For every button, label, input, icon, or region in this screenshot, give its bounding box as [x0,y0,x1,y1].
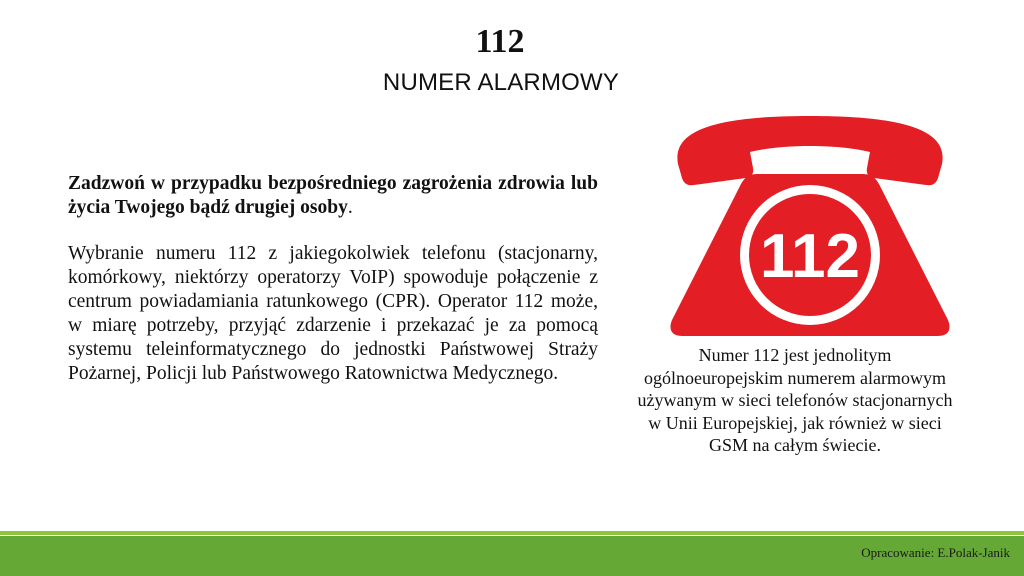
footer-accent-line [0,531,1024,535]
lead-paragraph [68,172,598,220]
phone-number-text: 112 [759,222,861,291]
footer-credit: Opracowanie: E.Polak-Janik [861,545,1010,560]
side-caption: Numer 112 jest jednolitym ogólnoeuropejskim numerem alarmowym używanym w sieci telefonów stacjonarnych w Unii Europejskiej, jak również w sieci GSM na całym świecie. [637,345,953,455]
main-text-block [68,172,598,386]
telephone-112-icon [670,112,950,340]
lead-bold-text: Zadzwoń w przypadku bezpośredniego zagrożenia zdrowia lub życia Twojego bądź drugiej osoby [68,173,598,218]
slide-title: 112 [475,23,525,60]
lead-punctuation: . [347,197,353,218]
description-paragraph: Wybranie numeru 112 z jakiegokolwiek telefonu (stacjonarny, komórkowy, niektórzy operatorzy VoIP) spowoduje połączenie z centrum powiadamiania ratunkowego (CPR). Operator 112 może, w miarę potrzeby, przyjąć zdarzenie i przekazać je za pomocą systemu teleinformatycznego do jednostki Państwowej Straży Pożarnej, Policji lub Państwowego Ratownictwa Medycznego. [68,243,598,384]
slide-subtitle: NUMER ALARMOWY [382,69,620,96]
